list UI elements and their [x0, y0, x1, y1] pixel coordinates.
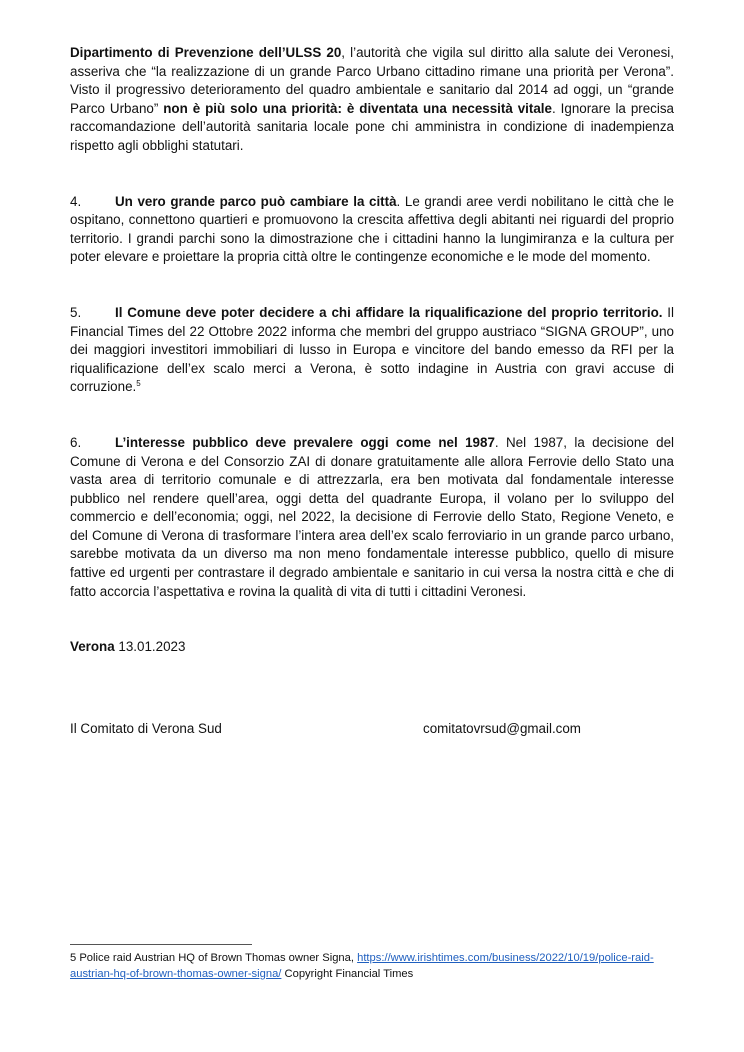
footnote-reference[interactable]: 5: [136, 379, 141, 389]
point-5: [70, 304, 674, 397]
point-text: Il Financial Times del 22 Ottobre 2022 informa che membri del gruppo austriaco “SIGNA GROUP”, uno dei maggiori investitori immobiliari di lusso in Europa e vincitore del bando emesso da RFI per la riqualificazione dell’ex scalo merci a Verona, è sotto indagine in Austria con gravi accuse di corruzione.: [70, 304, 675, 395]
intro-bold-1: Dipartimento di Prevenzione dell’ULSS 20: [70, 45, 342, 60]
footnote-link[interactable]: https://www.irishtimes.com/business/2022/10/19/police-raid-austrian-hq-of-brown-thomas-owner-signa/: [70, 952, 654, 980]
point-6: [70, 434, 674, 601]
point-text: . Nel 1987, la decisione del Comune di Verona e del Consorzio ZAI di donare gratuitamente alle allora Ferrovie dello Stato una vasta area di territorio comunale e di attrezzarla, era ben motivata dal fondamentale interesse pubblico nel rendere quell’area, oggi detta del quadrante Europa, il volano per lo sviluppo del commercio e dell’economia; oggi, nel 2022, la decisione di Ferrovie dello Stato, Regione Veneto, e del Comune di Verona di trasformare l’intera area dell’ex scalo ferroviario in un grande parco urbano, sarebbe motivata da un diverso ma non meno fondamentale interesse pubblico, quello di misure fattive ed urgenti per contrastare il degrado ambientale e sanitario in cui versa la nostra città e che di fatto accorcia l’aspettativa e rovina la qualità di vita di tutti i cittadini Veronesi.: [70, 434, 674, 599]
intro-text-2: . Ignorare la precisa raccomandazione dell’autorità sanitaria locale pone chi amministra in condizione di inadempienza rispetto agli obblighi statutari.: [70, 100, 674, 153]
document-page: [70, 44, 675, 736]
committee-email[interactable]: comitatovrsud@gmail.com: [423, 721, 581, 736]
footnote-suffix: Copyright Financial Times: [281, 968, 414, 980]
committee-name: Il Comitato di Verona Sud: [70, 721, 222, 736]
place-date: [70, 638, 674, 657]
footnote-number: 5: [70, 952, 77, 964]
point-text: . Le grandi aree verdi nobilitano le città che le ospitano, connettono quartieri e promuovono la crescita affettiva degli abitanti nei riguardi del proprio territorio. I grandi parchi sono la dimostrazione che i cittadini hanno la lungimiranza e la cultura per poter elevare e proiettare la propria città oltre le contingenze economiche e le mode del momento.: [70, 193, 674, 265]
signature-date: 13.01.2023: [114, 639, 186, 655]
intro-text-1: , l’autorità che vigila sul diritto alla salute dei Veronesi, asseriva che “la realizzazione di un grande Parco Urbano cittadino rimane una priorità per Verona”. Visto il progressivo deterioramento del quadro ambientale e sanitario dal 2014 ad oggi, un “grande Parco Urbano”: [70, 45, 674, 116]
point-heading: Un vero grande parco può cambiare la città: [115, 193, 397, 209]
intro-paragraph: [70, 44, 674, 156]
point-number: 4.: [70, 193, 82, 209]
footnote: [70, 950, 676, 982]
signature-place: Verona: [70, 639, 115, 655]
point-4: [70, 193, 674, 267]
intro-bold-2: non è più solo una priorità: è diventata una necessità vitale: [163, 100, 552, 116]
footnote-separator: [70, 944, 252, 945]
point-number: 6.: [70, 434, 82, 450]
footnote-text: Police raid Austrian HQ of Brown Thomas owner Signa,: [76, 952, 358, 964]
signature-line: [70, 720, 674, 739]
point-heading: L’interesse pubblico deve prevalere oggi come nel 1987: [115, 434, 495, 450]
point-heading: Il Comune deve poter decidere a chi affidare la riqualificazione del proprio territorio.: [115, 304, 663, 320]
point-number: 5.: [70, 304, 82, 320]
